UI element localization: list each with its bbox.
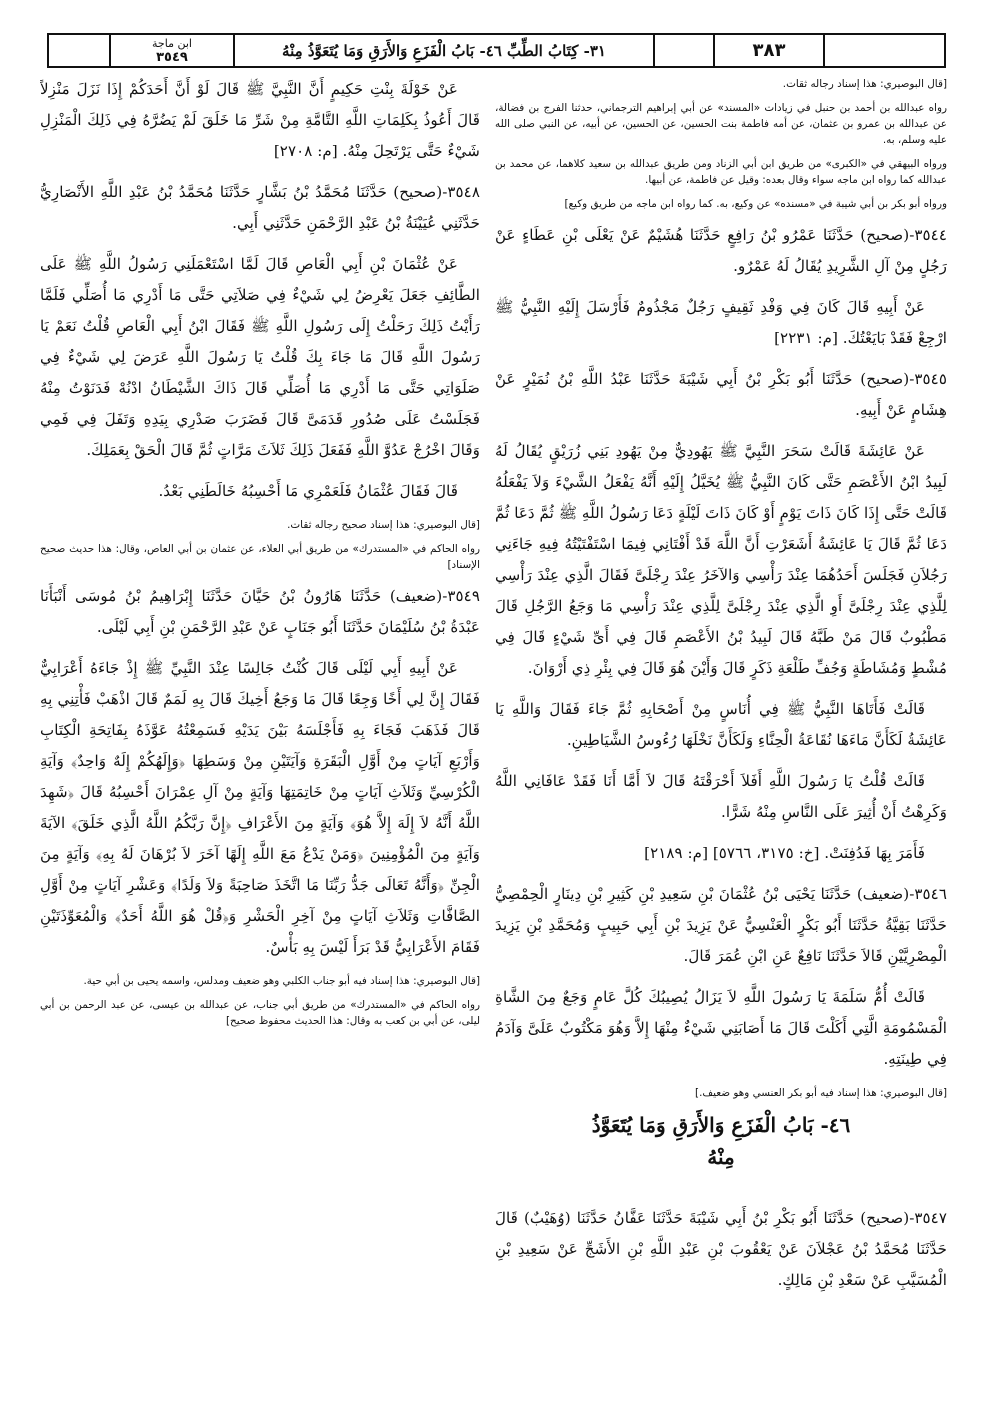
footnote: رواه عبدالله بن أحمد بن حنبل في زيادات «المسند» عن أبي إبراهيم الترجماني، حدثنا الفرج بن فضالة، عن عبدالله بن عمرو بن عثمان، عن أمه فاطمة بنت الحسين، عن الحسين، عن أبيه، عن النبي صلى الله عليه وسلم، به. — [495, 102, 947, 146]
hadith-3548-matn: عَنْ عُثْمَانَ بْنِ أَبِي الْعَاصِ قَالَ لَمَّا اسْتَعْمَلَنِي رَسُولُ اللَّهِ ﷺ عَلَى الطَّائِفِ جَعَلَ يَعْرِضُ لِي شَيْءٌ فِي صَلاَتِي حَتَّى مَا أَدْرِي مَا أُصَلِّي فَلَمَّا رَأَيْتُ ذَلِكَ رَحَلْتُ إِلَى رَسُولِ اللَّهِ ﷺ فَقَالَ ابْنُ أَبِي الْعَاصِ قُلْتُ نَعَمْ يَا رَسُولَ اللَّهِ قَالَ مَا جَاءَ بِكَ قُلْتُ يَا رَسُولَ اللَّهِ عَرَضَ لِي شَيْءٌ فِي صَلَوَاتِي حَتَّى مَا أَدْرِي مَا أُصَلِّي قَالَ ذَاكَ الشَّيْطَانُ ادْنُهْ فَدَنَوْتُ مِنْهُ فَجَلَسْتُ عَلَى صُدُورِ قَدَمَىَّ قَالَ فَضَرَبَ صَدْرِي بِيَدِهِ وَتَفَلَ فِي فَمِي وَقَالَ اخْرُجْ عَدُوَّ اللَّهِ فَفَعَلَ ذَلِكَ ثَلاَثَ مَرَّاتٍ ثُمَّ قَالَ الْحَقْ بِعَمَلِكَ. — [40, 255, 480, 459]
hadith-3548-end: قَالَ فَقَالَ عُثْمَانُ فَلَعَمْرِي مَا أَحْسِبُهُ خَالَطَنِي بَعْدُ. — [158, 482, 458, 500]
page-number: ٣٨٣ — [752, 40, 786, 61]
page-header — [47, 33, 946, 68]
right-column — [495, 74, 947, 1364]
hadith-3546-matn: قَالَتْ أُمُّ سَلَمَةَ يَا رَسُولَ اللَّهِ لاَ يَزَالُ يُصِيبُكَ كُلَّ عَامٍ وَجَعٌ مِنَ الشَّاةِ الْمَسْمُومَةِ الَّتِي أَكَلْتَ قَالَ مَا أَصَابَنِي شَيْءٌ مِنْهَا إِلاَّ وَهُوَ مَكْتُوبٌ عَلَىَّ وَآدَمُ فِي طِينَتِهِ. — [495, 988, 947, 1068]
footnote: [قال البوصيري: هذا إسناد فيه أبو جناب الكلبي وهو ضعيف ومدلس، واسمه يحيى بن أبي حية. — [83, 975, 480, 987]
chapter-title: ٣١- كِتَابُ الطِّبِّ ٤٦- بَابُ الْفَزَعِ وَالأَرَقِ وَمَا يُتَعَوَّذُ مِنْهُ — [282, 41, 606, 60]
hadith-3549-matn: عَنْ أَبِيهِ أَبِي لَيْلَى قَالَ كُنْتُ جَالِسًا عِنْدَ النَّبِيِّ ﷺ إِذْ جَاءَهُ أَعْرَابِيٌّ فَقَالَ إِنَّ لِي أَخًا وَجِعًا قَالَ مَا وَجَعُ أَخِيكَ قَالَ بِهِ لَمَمٌ قَالَ اذْهَبْ فَأْتِنِي بِهِ قَالَ فَذَهَبَ فَجَاءَ بِهِ فَأَجْلَسَهُ بَيْنَ يَدَيْهِ فَسَمِعْتُهُ عَوَّذَهُ بِفَاتِحَةِ الْكِتَابِ وَأَرْبَعِ آيَاتٍ مِنْ أَوَّلِ الْبَقَرَةِ وَآيَتَيْنِ مِنْ وَسَطِهَا ﴿وَإِلَهُكُمْ إِلَهٌ وَاحِدٌ﴾ وَآيَةِ الْكُرْسِيِّ وَثَلاَثِ آيَاتٍ مِنْ خَاتِمَتِهَا وَآيَةٍ مِنْ آلِ عِمْرَانَ أَحْسِبُهُ قَالَ ﴿شَهِدَ اللَّهُ أَنَّهُ لاَ إِلَهَ إِلاَّ هُوَ﴾ وَآيَةٍ مِنَ الأَعْرَافِ ﴿إِنَّ رَبَّكُمُ اللَّهُ الَّذِي خَلَقَ﴾ الآيَةَ وَآيَةٍ مِنَ الْمُؤْمِنِينَ ﴿وَمَنْ يَدْعُ مَعَ اللَّهِ إِلَهًا آخَرَ لاَ بُرْهَانَ لَهُ بِهِ﴾ وَآيَةٍ مِنَ الْجِنِّ ﴿وَأَنَّهُ تَعَالَى جَدُّ رَبِّنَا مَا اتَّخَذَ صَاحِبَةً وَلاَ وَلَدًا﴾ وَعَشْرِ آيَاتٍ مِنْ أَوَّلِ الصَّافَّاتِ وَثَلاَثِ آيَاتٍ مِنْ آخِرِ الْحَشْرِ وَ﴿قُلْ هُوَ اللَّهُ أَحَدٌ﴾ وَالْمُعَوِّذَتَيْنِ فَقَامَ الأَعْرَابِيُّ قَدْ بَرَأَ لَيْسَ بِهِ بَأْسٌ. — [40, 659, 480, 956]
hadith-3544-matn: عَنْ أَبِيهِ قَالَ كَانَ فِي وَفْدِ ثَقِيفٍ رَجُلٌ مَجْذُومٌ فَأَرْسَلَ إِلَيْهِ النَّبِيُّ ﷺ ارْجِعْ فَقَدْ بَايَعْتُكَ. [م: ٢٢٣١] — [495, 298, 947, 347]
hadith-3545-matn: عَنْ عَائِشَةَ قَالَتْ سَحَرَ النَّبِيَّ ﷺ يَهُودِيٌّ مِنْ يَهُودِ بَنِي زُرَيْقٍ يُقَالُ لَهُ لَبِيدُ ابْنُ الأَعْصَمِ حَتَّى كَانَ النَّبِيُّ ﷺ يُخَيَّلُ إِلَيْهِ أَنَّهُ يَفْعَلُ الشَّيْءَ وَلاَ يَفْعَلُهُ قَالَتْ حَتَّى إِذَا كَانَ ذَاتَ يَوْمٍ أَوْ كَانَ ذَاتَ لَيْلَةٍ دَعَا رَسُولُ اللَّهِ ﷺ ثُمَّ دَعَا ثُمَّ دَعَا ثُمَّ قَالَ يَا عَائِشَةُ أَشَعَرْتِ أَنَّ اللَّهَ قَدْ أَفْتَانِي فِيمَا اسْتَفْتَيْتُهُ فِيهِ جَاءَنِي رَجُلاَنِ فَجَلَسَ أَحَدُهُمَا عِنْدَ رَأْسِي وَالآخَرُ عِنْدَ رِجْلَىَّ فَقَالَ الَّذِي عِنْدَ رَأْسِي لِلَّذِي عِنْدَ رِجْلَىَّ أَوِ الَّذِي عِنْدَ رِجْلَىَّ لِلَّذِي عِنْدَ رَأْسِي مَا وَجَعُ الرَّجُلِ قَالَ مَطْبُوبٌ قَالَ مَنْ طَبَّهُ قَالَ لَبِيدُ بْنُ الأَعْصَمِ قَالَ فِي أَىِّ شَيْءٍ قَالَ فِي مُشْطٍ وَمُشَاطَةٍ وَجُفِّ طَلْعَةِ ذَكَرٍ قَالَ وَأَيْنَ هُوَ قَالَ فِي بِئْرِ ذِي أَرْوَانَ. — [495, 442, 947, 677]
chapter-heading — [495, 1109, 947, 1173]
chapter-heading-line: مِنْهُ — [707, 1145, 735, 1169]
reference-number: ٣٥٤٩ — [156, 49, 188, 65]
header-cell-empty — [825, 35, 944, 66]
header-cell-empty — [655, 35, 715, 66]
chapter-heading-line: ٤٦- بَابُ الْفَزَعِ وَالأَرَقِ وَمَا يُتَعَوَّذُ — [591, 1113, 851, 1137]
header-page-cell — [715, 35, 825, 66]
footnote: [قال البوصيري: هذا إسناد رجاله ثقات. — [782, 78, 947, 90]
footnote: [قال البوصيري: هذا إسناد فيه أبو بكر العنسي وهو ضعيف.] — [695, 1087, 947, 1099]
hadith-3548-isnad: ٣٥٤٨-(صحيح) حَدَّثَنَا مُحَمَّدُ بْنُ بَشَّارٍ حَدَّثَنَا مُحَمَّدُ بْنُ عَبْدِ اللَّهِ الأَنْصَارِيُّ حَدَّثَنِي عُيَيْنَةُ بْنُ عَبْدِ الرَّحْمَنِ حَدَّثَنِي أَبِي. — [40, 183, 480, 232]
header-title-cell — [235, 35, 655, 66]
hadith-3545-takhrij: فَأَمَرَ بِهَا فَدُفِنَتْ. [خ: ٣١٧٥، ٥٧٦٦] [م: ٢١٨٩] — [644, 844, 925, 862]
footnote: ورواه البيهقي في «الكبرى» من طريق ابن أبي الزناد ومن طريق عبدالله بن سعيد كلاهما، عن محمد بن عبدالله كما رواه ابن ماجه سواء وقال بعده: وقيل عن فاطمة، عن أبيها. — [495, 158, 947, 186]
footnote: رواه الحاكم في «المستدرك» من طريق أبي جناب، عن عبدالله بن عيسى، عن عبد الرحمن بن أبي ليلى، عن أبي بن كعب به وقال: هذا الحديث محفوظ صحيح] — [40, 999, 480, 1027]
reference-book: ابن ماجة — [152, 36, 192, 50]
hadith-3544-isnad: ٣٥٤٤-(صحيح) حَدَّثَنَا عَمْرُو بْنُ رَافِعٍ حَدَّثَنَا هُشَيْمٌ عَنْ يَعْلَى بْنِ عَطَاءٍ عَنْ رَجُلٍ مِنْ آلِ الشَّرِيدِ يُقَالُ لَهُ عَمْرٌو. — [495, 226, 947, 275]
footnote: ورواه أبو بكر بن أبي شيبة في «مسنده» عن وكيع، به. كما رواه ابن ماجه من طريق وكيع] — [564, 198, 947, 210]
hadith-3545-matn: قَالَتْ فَأَتَاهَا النَّبِيُّ ﷺ فِي أُنَاسٍ مِنْ أَصْحَابِهِ ثُمَّ جَاءَ فَقَالَ وَاللَّهِ يَا عَائِشَةُ لَكَأَنَّ مَاءَهَا نُقَاعَةُ الْحِنَّاءِ وَلَكَأَنَّ نَخْلَهَا رُءُوسُ الشَّيَاطِينِ. — [495, 700, 947, 749]
hadith-3547-matn: عَنْ خَوْلَةَ بِنْتِ حَكِيمٍ أَنَّ النَّبِيَّ ﷺ قَالَ لَوْ أَنَّ أَحَدَكُمْ إِذَا نَزَلَ مَنْزِلاً قَالَ أَعُوذُ بِكَلِمَاتِ اللَّهِ التَّامَّةِ مِنْ شَرِّ مَا خَلَقَ لَمْ يَضُرَّهُ فِي ذَلِكَ الْمَنْزِلِ شَيْءٌ حَتَّى يَرْتَحِلَ مِنْهُ. [م: ٢٧٠٨] — [40, 80, 480, 160]
footnote: [قال البوصيري: هذا إسناد صحيح رجاله ثقات. — [287, 519, 480, 531]
hadith-3545-isnad: ٣٥٤٥-(صحيح) حَدَّثَنَا أَبُو بَكْرِ بْنُ أَبِي شَيْبَةَ حَدَّثَنَا عَبْدُ اللَّهِ بْنُ نُمَيْرٍ عَنْ هِشَامٍ عَنْ أَبِيهِ. — [495, 370, 947, 419]
footnote: رواه الحاكم في «المستدرك» من طريق أبي العلاء، عن عثمان بن أبي العاص، وقال: هذا حديث صحيح الإسناد] — [40, 543, 480, 571]
hadith-3547-isnad: ٣٥٤٧-(صحيح) حَدَّثَنَا أَبُو بَكْرِ بْنُ أَبِي شَيْبَةَ حَدَّثَنَا عَفَّانُ حَدَّثَنَا (وُهَيْبٌ) قَالَ حَدَّثَنَا مُحَمَّدُ بْنُ عَجْلاَنَ عَنْ يَعْقُوبَ بْنِ عَبْدِ اللَّهِ بْنِ الأَشَجِّ عَنْ سَعِيدِ بْنِ الْمُسَيَّبِ عَنْ سَعْدِ بْنِ مَالِكٍ. — [495, 1209, 947, 1289]
left-column — [40, 74, 480, 1094]
header-cell-empty — [49, 35, 111, 66]
hadith-3546-isnad: ٣٥٤٦-(ضعيف) حَدَّثَنَا يَحْيَى بْنُ عُثْمَانَ بْنِ سَعِيدِ بْنِ كَثِيرِ بْنِ دِينَارٍ الْحِمْصِيُّ حَدَّثَنَا بَقِيَّةُ حَدَّثَنَا أَبُو بَكْرٍ الْعَنْسِيُّ عَنْ يَزِيدَ بْنِ أَبِي حَبِيبٍ وَمُحَمَّدِ بْنِ يَزِيدَ الْمِصْرِيَّيْنِ قَالاَ حَدَّثَنَا نَافِعٌ عَنِ ابْنِ عُمَرَ قَالَ. — [495, 885, 947, 965]
header-reference — [111, 35, 235, 66]
hadith-3549-isnad: ٣٥٤٩-(ضعيف) حَدَّثَنَا هَارُونُ بْنُ حَيَّانَ حَدَّثَنَا إِبْرَاهِيمُ بْنُ مُوسَى أَنْبَأَنَا عَبْدَةُ بْنُ سُلَيْمَانَ حَدَّثَنَا أَبُو جَنَابٍ عَنْ عَبْدِ الرَّحْمَنِ بْنِ أَبِي لَيْلَى. — [40, 587, 480, 636]
hadith-3545-matn: قَالَتْ قُلْتُ يَا رَسُولَ اللَّهِ أَفَلاَ أَحْرَقْتَهُ قَالَ لاَ أَمَّا أَنَا فَقَدْ عَافَانِي اللَّهُ وَكَرِهْتُ أَنْ أُثِيرَ عَلَى النَّاسِ مِنْهُ شَرًّا. — [495, 772, 947, 821]
